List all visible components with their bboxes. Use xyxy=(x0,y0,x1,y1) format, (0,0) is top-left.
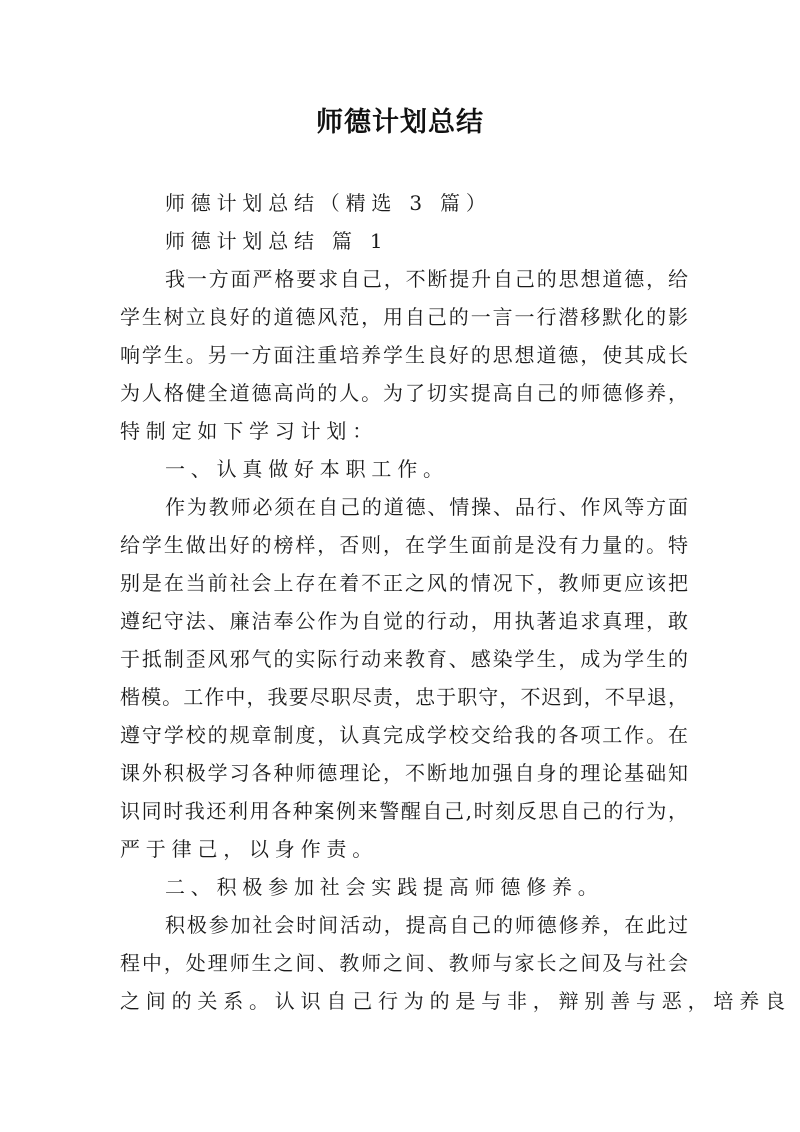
text-line: 为人格健全道德高尚的人。为了切实提高自己的师德修养， xyxy=(120,381,688,405)
document-title: 师德计划总结 xyxy=(316,107,484,138)
text-line: 我一方面严格要求自己，不断提升自己的思想道德，给 xyxy=(165,267,688,291)
text-line: 积极参加社会时间活动，提高自己的师德修养，在此过 xyxy=(165,913,688,937)
text-line: 楷模。工作中，我要尽职尽责，忠于职守，不迟到，不早退， xyxy=(120,685,688,709)
text-line: 别是在当前社会上存在着不正之风的情况下，教师更应该把 xyxy=(120,571,688,595)
section-heading xyxy=(120,222,688,260)
point-1-heading xyxy=(120,450,688,488)
subtitle xyxy=(120,184,688,222)
text-line: 师德计划总结（精选 3 篇） xyxy=(165,191,492,215)
text-line: 师德计划总结 篇 1 xyxy=(165,229,389,253)
text-line: 学生树立良好的道德风范，用自己的一言一行潜移默化的影 xyxy=(120,305,688,329)
point-2-heading xyxy=(120,868,688,906)
text-line: 响学生。另一方面注重培养学生良好的思想道德，使其成长 xyxy=(120,343,688,367)
text-line: 严于律己，以身作责。 xyxy=(120,837,378,861)
text-line: 之间的关系。认识自己行为的是与非，辩别善与恶，培养良 xyxy=(120,989,791,1013)
text-line: 作为教师必须在自己的道德、情操、品行、作风等方面 xyxy=(165,495,688,519)
point-1-paragraph xyxy=(120,488,688,868)
document-body xyxy=(120,184,791,1020)
text-line: 遵守学校的规章制度，认真完成学校交给我的各项工作。在 xyxy=(120,723,688,747)
text-line: 识同时我还利用各种案例来警醒自己,时刻反思自己的行为， xyxy=(120,799,688,823)
text-line: 二、积极参加社会实践提高师德修养。 xyxy=(165,875,604,899)
text-line: 于抵制歪风邪气的实际行动来教育、感染学生，成为学生的 xyxy=(120,647,688,671)
point-2-paragraph xyxy=(120,906,791,1020)
text-line: 课外积极学习各种师德理论，不断地加强自身的理论基础知 xyxy=(120,761,688,785)
text-line: 特制定如下学习计划： xyxy=(120,419,378,443)
text-line: 程中，处理师生之间、教师之间、教师与家长之间及与社会 xyxy=(120,951,688,975)
text-line: 给学生做出好的榜样，否则，在学生面前是没有力量的。特 xyxy=(120,533,688,557)
text-line: 一、认真做好本职工作。 xyxy=(165,457,449,481)
text-line: 遵纪守法、廉洁奉公作为自觉的行动，用执著追求真理，敢 xyxy=(120,609,688,633)
intro-paragraph xyxy=(120,260,688,450)
